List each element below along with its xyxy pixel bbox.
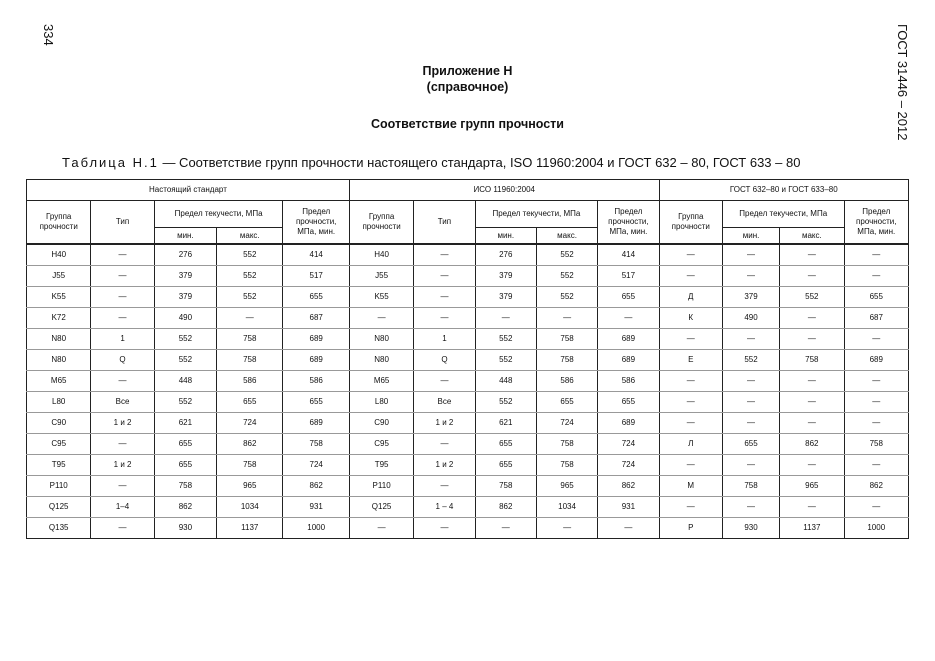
table-cell: H40 <box>27 244 91 266</box>
table-cell: Все <box>414 392 475 413</box>
table-cell: 552 <box>475 329 536 350</box>
table-cell: 655 <box>217 392 283 413</box>
table-cell: — <box>780 497 844 518</box>
table-cell: 862 <box>217 434 283 455</box>
col-header-yield: Предел текучести, МПа <box>722 201 844 228</box>
table-cell: 379 <box>722 287 779 308</box>
table-cell: — <box>91 308 154 329</box>
table-cell: 931 <box>283 497 349 518</box>
col-header-type: Тип <box>91 201 154 245</box>
table-cell: 862 <box>598 476 659 497</box>
table-cell: 724 <box>217 413 283 434</box>
table-cell: 1 – 4 <box>414 497 475 518</box>
table-cell: J55 <box>349 266 413 287</box>
table-cell: — <box>91 266 154 287</box>
table-cell: 552 <box>217 266 283 287</box>
table-cell: — <box>414 287 475 308</box>
table-cell: 621 <box>154 413 216 434</box>
table-cell: 1000 <box>844 518 908 539</box>
table-cell: — <box>844 371 908 392</box>
table-cell: — <box>780 455 844 476</box>
table-cell: 724 <box>598 434 659 455</box>
col-header-min: мин. <box>154 228 216 245</box>
table-cell: 655 <box>283 392 349 413</box>
table-cell: N80 <box>27 350 91 371</box>
table-cell: 758 <box>844 434 908 455</box>
table-row <box>27 392 909 413</box>
table-cell: C95 <box>27 434 91 455</box>
table-cell: 862 <box>475 497 536 518</box>
table-cell: P110 <box>27 476 91 497</box>
table-cell: 655 <box>283 287 349 308</box>
table-cell: — <box>780 413 844 434</box>
table-cell: — <box>414 244 475 266</box>
table-row <box>27 287 909 308</box>
table-cell: — <box>659 329 722 350</box>
table-cell: — <box>536 308 597 329</box>
table-cell: 1 и 2 <box>414 455 475 476</box>
table-cell: 552 <box>536 287 597 308</box>
table-cell: T95 <box>27 455 91 476</box>
table-cell: 965 <box>217 476 283 497</box>
table-cell: — <box>598 518 659 539</box>
table-row <box>27 476 909 497</box>
page-number: 334 <box>41 24 56 46</box>
table-cell: — <box>414 266 475 287</box>
table-cell: 586 <box>536 371 597 392</box>
table-cell: 1000 <box>283 518 349 539</box>
table-cell: H40 <box>349 244 413 266</box>
col-header-yield: Предел текучести, МПа <box>475 201 598 228</box>
col-header-tensile: Предел прочности, МПа, мин. <box>598 201 659 245</box>
table-cell: 758 <box>475 476 536 497</box>
standard-code: ГОСТ 31446 – 2012 <box>895 24 910 141</box>
table-cell: 655 <box>154 455 216 476</box>
table-cell: — <box>349 308 413 329</box>
table-cell: 1137 <box>780 518 844 539</box>
table-cell: — <box>844 329 908 350</box>
table-cell: — <box>536 518 597 539</box>
table-caption-label: Таблица Н.1 <box>62 155 159 170</box>
table-cell: — <box>475 518 536 539</box>
table-cell: — <box>349 518 413 539</box>
table-row <box>27 244 909 266</box>
table-cell: 552 <box>475 350 536 371</box>
table-cell: 490 <box>722 308 779 329</box>
table-cell: 758 <box>536 455 597 476</box>
table-cell: 758 <box>536 350 597 371</box>
table-cell: 552 <box>475 392 536 413</box>
table-cell: — <box>598 308 659 329</box>
group-header-current: Настоящий стандарт <box>27 180 350 201</box>
table-cell: 552 <box>780 287 844 308</box>
table-cell: 758 <box>722 476 779 497</box>
table-row <box>27 371 909 392</box>
table-caption <box>62 155 800 170</box>
table-cell: 655 <box>598 392 659 413</box>
table-cell: 862 <box>283 476 349 497</box>
table-cell: — <box>780 392 844 413</box>
table-cell: N80 <box>349 329 413 350</box>
col-header-group: Группа прочности <box>27 201 91 245</box>
table-cell: — <box>722 329 779 350</box>
table-cell: Р <box>659 518 722 539</box>
table-cell: 758 <box>536 434 597 455</box>
table-cell: 689 <box>598 329 659 350</box>
table-cell: — <box>659 497 722 518</box>
table-cell: — <box>217 308 283 329</box>
table-cell: — <box>844 244 908 266</box>
table-cell: 758 <box>283 434 349 455</box>
table-row <box>27 266 909 287</box>
table-cell: — <box>91 244 154 266</box>
table-cell: 689 <box>844 350 908 371</box>
table-cell: — <box>844 413 908 434</box>
table-cell: 1 <box>91 329 154 350</box>
table-cell: 1034 <box>217 497 283 518</box>
table-cell: — <box>414 308 475 329</box>
table-cell: — <box>91 287 154 308</box>
table-cell: 687 <box>283 308 349 329</box>
table-cell: — <box>659 392 722 413</box>
table-cell: 552 <box>154 392 216 413</box>
table-cell: 586 <box>217 371 283 392</box>
table-caption-text: — Соответствие групп прочности настоящего стандарта, ISO 11960:2004 и ГОСТ 632 – 80, ГОСТ 633 – 80 <box>158 155 801 170</box>
table-cell: 379 <box>475 266 536 287</box>
table-cell: 689 <box>598 350 659 371</box>
table-cell: K55 <box>27 287 91 308</box>
table-cell: 1 <box>414 329 475 350</box>
table-cell: 552 <box>722 350 779 371</box>
table-cell: 552 <box>217 244 283 266</box>
table-cell: 655 <box>598 287 659 308</box>
table-cell: Q125 <box>27 497 91 518</box>
col-header-type: Тип <box>414 201 475 245</box>
table-cell: — <box>659 266 722 287</box>
table-cell: 965 <box>536 476 597 497</box>
table-cell: — <box>780 308 844 329</box>
table-cell: — <box>659 371 722 392</box>
table-cell: — <box>722 244 779 266</box>
table-cell: 862 <box>154 497 216 518</box>
table-cell: 689 <box>283 329 349 350</box>
table-cell: — <box>722 413 779 434</box>
table-cell: 1–4 <box>91 497 154 518</box>
table-cell: Q125 <box>349 497 413 518</box>
appendix-line-2: (справочное) <box>426 80 509 94</box>
table-cell: 552 <box>217 287 283 308</box>
group-header-gost: ГОСТ 632–80 и ГОСТ 633–80 <box>659 180 908 201</box>
table-cell: Все <box>91 392 154 413</box>
table-cell: Q <box>414 350 475 371</box>
table-cell: 965 <box>780 476 844 497</box>
table-cell: — <box>844 455 908 476</box>
col-header-max: макс. <box>217 228 283 245</box>
table-cell: 517 <box>283 266 349 287</box>
col-header-tensile: Предел прочности, МПа, мин. <box>283 201 349 245</box>
table-cell: L80 <box>27 392 91 413</box>
table-cell: N80 <box>27 329 91 350</box>
table-cell: 621 <box>475 413 536 434</box>
table-cell: 276 <box>475 244 536 266</box>
table-cell: 1 и 2 <box>414 413 475 434</box>
table-cell: 552 <box>536 244 597 266</box>
table-cell: 655 <box>536 392 597 413</box>
table-cell: 552 <box>154 350 216 371</box>
table-cell: 689 <box>283 413 349 434</box>
table-cell: 687 <box>844 308 908 329</box>
table-cell: — <box>844 497 908 518</box>
table-cell: 1 и 2 <box>91 455 154 476</box>
table-cell: 1 и 2 <box>91 413 154 434</box>
table-cell: Q135 <box>27 518 91 539</box>
table-cell: 862 <box>844 476 908 497</box>
table-cell: 586 <box>598 371 659 392</box>
table-cell: Д <box>659 287 722 308</box>
table-cell: — <box>659 455 722 476</box>
table-cell: — <box>414 371 475 392</box>
table-cell: Е <box>659 350 722 371</box>
table-cell: 930 <box>154 518 216 539</box>
table-cell: — <box>780 244 844 266</box>
table-cell: — <box>475 308 536 329</box>
table-row <box>27 329 909 350</box>
table-cell: M65 <box>27 371 91 392</box>
table-cell: 655 <box>475 434 536 455</box>
col-header-min: мин. <box>722 228 779 245</box>
strength-groups-table <box>26 179 909 539</box>
table-cell: C90 <box>349 413 413 434</box>
table-cell: P110 <box>349 476 413 497</box>
table-cell: 758 <box>780 350 844 371</box>
table-cell: — <box>780 329 844 350</box>
table-cell: — <box>722 266 779 287</box>
table-row <box>27 413 909 434</box>
table-cell: 586 <box>283 371 349 392</box>
table-cell: T95 <box>349 455 413 476</box>
table-cell: — <box>91 371 154 392</box>
table-cell: K72 <box>27 308 91 329</box>
table-cell: 1137 <box>217 518 283 539</box>
table-cell: 414 <box>283 244 349 266</box>
table-cell: 689 <box>598 413 659 434</box>
table-cell: 552 <box>536 266 597 287</box>
col-header-group: Группа прочности <box>659 201 722 245</box>
table-cell: — <box>722 497 779 518</box>
col-header-min: мин. <box>475 228 536 245</box>
table-cell: 655 <box>722 434 779 455</box>
table-cell: C90 <box>27 413 91 434</box>
table-cell: — <box>659 244 722 266</box>
table-cell: 276 <box>154 244 216 266</box>
table-row <box>27 455 909 476</box>
table-cell: — <box>722 371 779 392</box>
table-cell: 758 <box>217 329 283 350</box>
table-cell: — <box>91 476 154 497</box>
table-row <box>27 434 909 455</box>
table-cell: 724 <box>283 455 349 476</box>
table-cell: 517 <box>598 266 659 287</box>
table-cell: 758 <box>217 455 283 476</box>
table-cell: 724 <box>598 455 659 476</box>
table-row <box>27 350 909 371</box>
table-cell: 552 <box>154 329 216 350</box>
table-cell: K55 <box>349 287 413 308</box>
table-cell: 758 <box>154 476 216 497</box>
col-header-tensile: Предел прочности, МПа, мин. <box>844 201 908 245</box>
table-cell: 379 <box>154 266 216 287</box>
table-cell: 862 <box>780 434 844 455</box>
col-header-max: макс. <box>536 228 597 245</box>
table-cell: 930 <box>722 518 779 539</box>
table-cell: Q <box>91 350 154 371</box>
table-row <box>27 518 909 539</box>
section-title: Соответствие групп прочности <box>371 117 564 131</box>
table-cell: 414 <box>598 244 659 266</box>
table-cell: 379 <box>475 287 536 308</box>
table-cell: 655 <box>475 455 536 476</box>
col-header-yield: Предел текучести, МПа <box>154 201 283 228</box>
table-cell: M65 <box>349 371 413 392</box>
table-cell: 931 <box>598 497 659 518</box>
table-cell: N80 <box>349 350 413 371</box>
group-header-iso: ИСО 11960:2004 <box>349 180 659 201</box>
table-cell: 758 <box>536 329 597 350</box>
table-cell: М <box>659 476 722 497</box>
table-cell: 1034 <box>536 497 597 518</box>
table-cell: 448 <box>154 371 216 392</box>
table-cell: L80 <box>349 392 413 413</box>
table-cell: 655 <box>154 434 216 455</box>
table-cell: 655 <box>844 287 908 308</box>
table-cell: — <box>91 518 154 539</box>
table-cell: — <box>780 371 844 392</box>
table-cell: 724 <box>536 413 597 434</box>
table-cell: 379 <box>154 287 216 308</box>
table-cell: — <box>722 455 779 476</box>
table-cell: — <box>91 434 154 455</box>
table-cell: — <box>659 413 722 434</box>
table-row <box>27 308 909 329</box>
table-cell: Л <box>659 434 722 455</box>
table-cell: 448 <box>475 371 536 392</box>
table-cell: — <box>414 476 475 497</box>
col-header-group: Группа прочности <box>349 201 413 245</box>
appendix-line-1: Приложение Н <box>422 64 513 78</box>
table-cell: — <box>722 392 779 413</box>
table-cell: 758 <box>217 350 283 371</box>
table-row <box>27 497 909 518</box>
table-cell: — <box>844 266 908 287</box>
table-cell: 689 <box>283 350 349 371</box>
table-cell: К <box>659 308 722 329</box>
table-cell: — <box>414 518 475 539</box>
table-cell: — <box>844 392 908 413</box>
table-cell: — <box>780 266 844 287</box>
table-cell: — <box>414 434 475 455</box>
table-cell: C95 <box>349 434 413 455</box>
table-cell: J55 <box>27 266 91 287</box>
table-cell: 490 <box>154 308 216 329</box>
appendix-title <box>0 63 935 95</box>
col-header-max: макс. <box>780 228 844 245</box>
